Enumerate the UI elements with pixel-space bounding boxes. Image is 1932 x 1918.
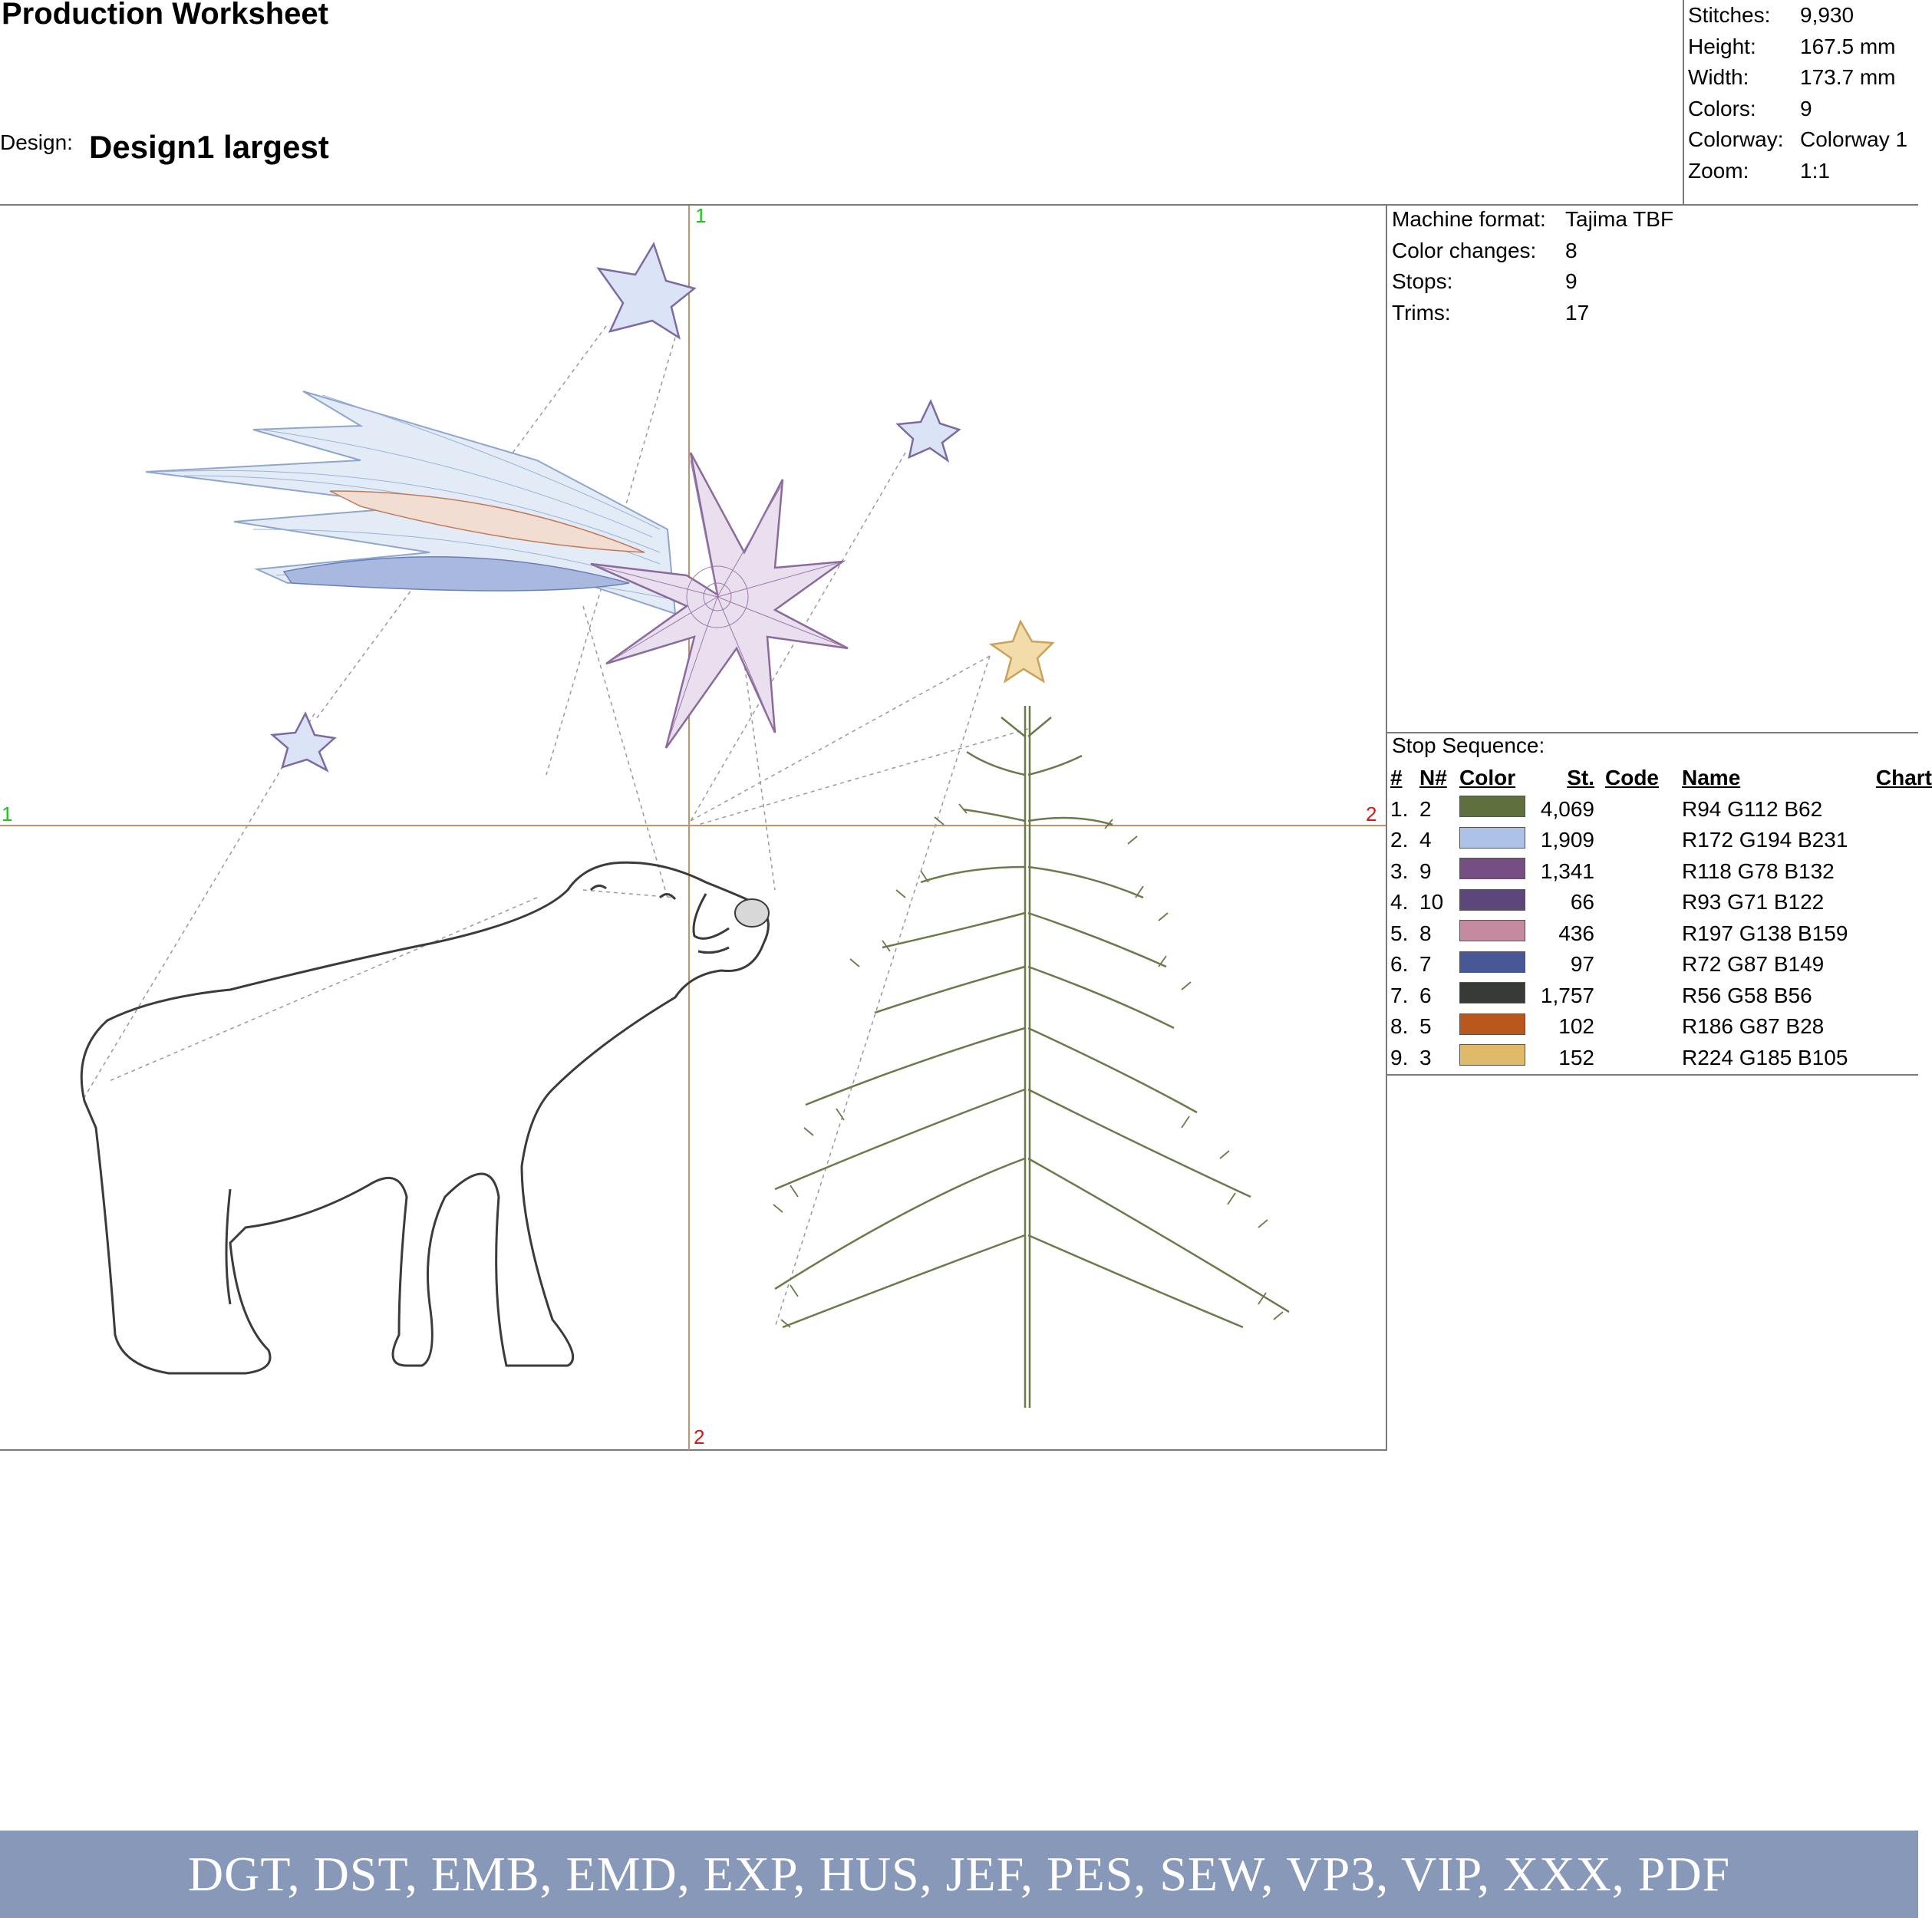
row-stitches: 1,909 — [1540, 828, 1594, 852]
stat-value: Colorway 1 — [1800, 127, 1908, 151]
machine-label: Machine format: — [1392, 207, 1546, 231]
table-row — [1390, 1011, 1932, 1043]
header-chart[interactable]: Chart — [1875, 766, 1932, 790]
stat-width — [1688, 62, 1907, 94]
stat-value: 173.7 mm — [1800, 65, 1896, 89]
design-preview — [0, 206, 1386, 1450]
header-num[interactable]: # — [1390, 766, 1403, 790]
table-row — [1390, 825, 1932, 856]
stops — [1392, 266, 1673, 298]
row-needle: 10 — [1419, 890, 1444, 915]
row-stitches: 97 — [1570, 952, 1594, 977]
machine-info — [1392, 204, 1673, 328]
stats-divider — [1683, 0, 1684, 206]
row-num: 1. — [1390, 796, 1409, 821]
table-row — [1390, 794, 1932, 826]
file-formats-banner: DGT, DST, EMB, EMD, EXP, HUS, JEF, PES, SEW, VP3, VIP, XXX, PDF — [0, 1831, 1918, 1918]
worksheet-title: Production Worksheet — [2, 0, 328, 31]
color-swatch — [1459, 889, 1525, 911]
table-row — [1390, 949, 1932, 980]
row-needle: 2 — [1419, 796, 1432, 821]
row-name: R172 G194 B231 — [1682, 828, 1848, 852]
row-num: 9. — [1390, 1045, 1409, 1069]
row-name: R72 G87 B149 — [1682, 952, 1825, 977]
color-swatch — [1459, 1013, 1525, 1035]
row-num: 2. — [1390, 828, 1409, 852]
stat-value: 1:1 — [1800, 158, 1830, 183]
table-header — [1390, 763, 1932, 794]
row-stitches: 436 — [1558, 921, 1594, 945]
design-name: Design1 largest — [89, 129, 329, 165]
row-stitches: 1,757 — [1540, 983, 1594, 1007]
star-left — [272, 713, 335, 770]
row-name: R224 G185 B105 — [1682, 1045, 1848, 1069]
row-name: R197 G138 B159 — [1682, 921, 1848, 945]
stat-stitches — [1688, 0, 1907, 31]
row-needle: 9 — [1419, 858, 1432, 883]
row-name: R186 G87 B28 — [1682, 1014, 1825, 1039]
row-stitches: 152 — [1558, 1045, 1594, 1069]
row-name: R93 G71 B122 — [1682, 890, 1825, 915]
panel-divider — [1386, 204, 1387, 1451]
color-swatch — [1459, 920, 1525, 941]
stat-label: Height: — [1688, 34, 1756, 58]
color-swatch — [1459, 858, 1525, 879]
stat-label: Zoom: — [1688, 158, 1749, 183]
stat-value: 9,930 — [1800, 3, 1855, 27]
color-swatch — [1459, 982, 1525, 1003]
star-top — [598, 244, 694, 338]
color-swatch — [1459, 951, 1525, 973]
big-star-stitching — [595, 460, 844, 743]
row-num: 8. — [1390, 1014, 1409, 1039]
row-name: R56 G58 B56 — [1682, 983, 1812, 1007]
hoop-marker-top: 1 — [695, 204, 707, 227]
row-needle: 3 — [1419, 1045, 1432, 1069]
row-needle: 4 — [1419, 828, 1432, 852]
color-swatch — [1459, 796, 1525, 817]
design-stats — [1688, 0, 1907, 186]
row-stitches: 1,341 — [1540, 858, 1594, 883]
row-needle: 8 — [1419, 921, 1432, 945]
color-changes — [1392, 236, 1673, 267]
row-num: 6. — [1390, 952, 1409, 977]
table-row — [1390, 918, 1932, 950]
row-num: 3. — [1390, 858, 1409, 883]
pine-tree — [775, 706, 1289, 1408]
row-needle: 6 — [1419, 983, 1432, 1007]
header-code[interactable]: Code — [1605, 766, 1659, 790]
stat-value: 167.5 mm — [1800, 34, 1896, 58]
stop-sequence-table — [1390, 763, 1932, 1073]
header-color[interactable]: Color — [1459, 766, 1516, 790]
hoop-marker-left: 1 — [2, 802, 13, 826]
stat-zoom — [1688, 156, 1907, 187]
table-row — [1390, 856, 1932, 888]
machine-label: Color changes: — [1392, 238, 1537, 262]
polar-bear — [81, 862, 768, 1373]
design-label: Design: — [0, 130, 73, 154]
table-row — [1390, 887, 1932, 918]
machine-value: 8 — [1565, 238, 1578, 262]
stop-sequence-title: Stop Sequence: — [1392, 733, 1545, 757]
stat-label: Colorway: — [1688, 127, 1784, 151]
row-num: 7. — [1390, 983, 1409, 1007]
stat-colorway — [1688, 124, 1907, 156]
stat-colors — [1688, 94, 1907, 125]
pine-needles — [773, 804, 1283, 1327]
stat-label: Stitches: — [1688, 3, 1771, 27]
header-needle[interactable]: N# — [1419, 766, 1447, 790]
machine-format — [1392, 204, 1673, 236]
machine-value: 9 — [1565, 269, 1578, 293]
color-swatch — [1459, 827, 1525, 849]
star-right — [898, 401, 959, 460]
stat-label: Width: — [1688, 65, 1749, 89]
stat-height — [1688, 31, 1907, 63]
machine-label: Stops: — [1392, 269, 1453, 293]
table-bottom-divider — [1386, 1074, 1918, 1076]
row-name: R118 G78 B132 — [1682, 858, 1835, 883]
row-name: R94 G112 B62 — [1682, 796, 1823, 821]
row-needle: 7 — [1419, 952, 1432, 977]
header-name[interactable]: Name — [1682, 766, 1741, 790]
color-swatch — [1459, 1044, 1525, 1066]
row-num: 5. — [1390, 921, 1409, 945]
machine-value: 17 — [1565, 300, 1590, 325]
big-star — [591, 453, 848, 748]
table-row — [1390, 980, 1932, 1012]
table-row — [1390, 1043, 1932, 1074]
bear-nose — [735, 899, 769, 927]
machine-label: Trims: — [1392, 300, 1451, 325]
row-num: 4. — [1390, 890, 1409, 915]
stat-value: 9 — [1800, 96, 1812, 120]
stat-label: Colors: — [1688, 96, 1756, 120]
row-stitches: 4,069 — [1540, 796, 1594, 821]
hoop-marker-bottom: 2 — [694, 1425, 705, 1448]
trims — [1392, 298, 1673, 329]
star-gold — [991, 621, 1053, 681]
machine-value: Tajima TBF — [1565, 207, 1674, 231]
row-stitches: 102 — [1558, 1014, 1594, 1039]
hoop-marker-right: 2 — [1366, 802, 1377, 826]
row-stitches: 66 — [1570, 890, 1594, 915]
header-stitches[interactable]: St. — [1567, 766, 1594, 790]
row-needle: 5 — [1419, 1014, 1432, 1039]
